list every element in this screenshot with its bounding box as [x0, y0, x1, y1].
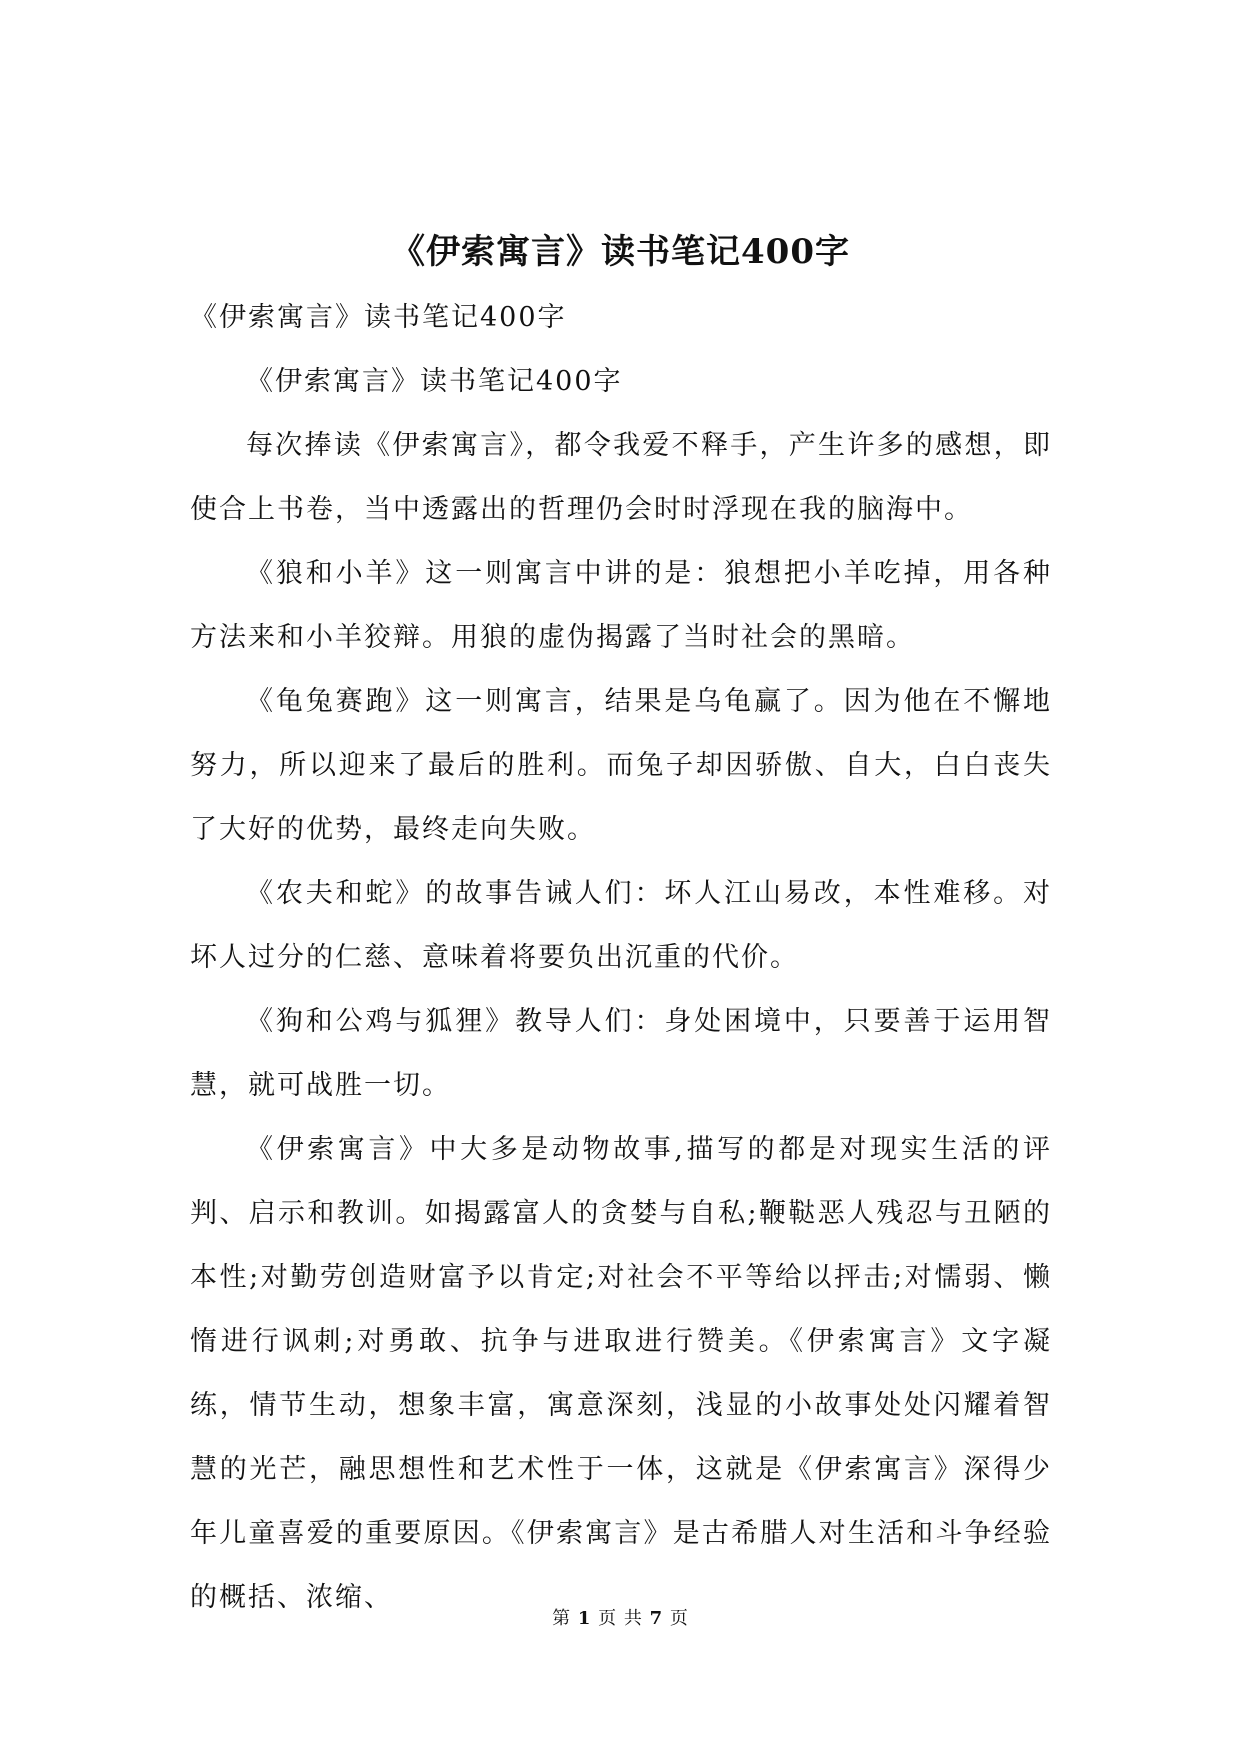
paragraph: 《龟兔赛跑》这一则寓言，结果是乌龟赢了。因为他在不懈地努力，所以迎来了最后的胜利。而兔子却因骄傲、自大，白白丧失了大好的优势，最终走向失败。 — [190, 686, 1052, 845]
document-body — [190, 286, 1052, 1630]
footer-prefix: 第 — [552, 1608, 572, 1629]
page-footer — [0, 1604, 1241, 1630]
paragraph: 《伊索寓言》读书笔记400字 — [246, 366, 623, 397]
footer-page-word: 页 — [598, 1608, 618, 1629]
paragraph: 每次捧读《伊索寓言》，都令我爱不释手，产生许多的感想，即使合上书卷，当中透露出的哲理仍会时时浮现在我的脑海中。 — [190, 430, 1052, 525]
document-title: 《伊索寓言》读书笔记400字 — [391, 232, 850, 272]
paragraph: 《伊索寓言》中大多是动物故事,描写的都是对现实生活的评判、启示和教训。如揭露富人的贪婪与自私;鞭鞑恶人残忍与丑陋的本性;对勤劳创造财富予以肯定;对社会不平等给以抨击;对懦弱、懒惰进行讽刺;对勇敢、抗争与进取进行赞美。《伊索寓言》文字凝练，情节生动，想象丰富，寓意深刻，浅显的小故事处处闪耀着智慧的光芒，融思想性和艺术性于一体，这就是《伊索寓言》深得少年儿童喜爱的重要原因。《伊索寓言》是古希腊人对生活和斗争经验的概括、浓缩、 — [190, 1134, 1052, 1613]
paragraph: 《狗和公鸡与狐狸》教导人们：身处困境中，只要善于运用智慧，就可战胜一切。 — [190, 1006, 1052, 1101]
footer-suffix: 页 — [669, 1608, 689, 1629]
footer-total-word: 共 — [623, 1608, 643, 1629]
current-page-number: 1 — [577, 1608, 592, 1629]
total-pages-number: 7 — [649, 1608, 664, 1629]
paragraph: 《狼和小羊》这一则寓言中讲的是：狼想把小羊吃掉，用各种方法来和小羊狡辩。用狼的虚伪揭露了当时社会的黑暗。 — [190, 558, 1052, 653]
paragraph: 《农夫和蛇》的故事告诫人们：坏人江山易改，本性难移。对坏人过分的仁慈、意味着将要负出沉重的代价。 — [190, 878, 1052, 973]
subtitle-line: 《伊索寓言》读书笔记400字 — [190, 302, 567, 333]
